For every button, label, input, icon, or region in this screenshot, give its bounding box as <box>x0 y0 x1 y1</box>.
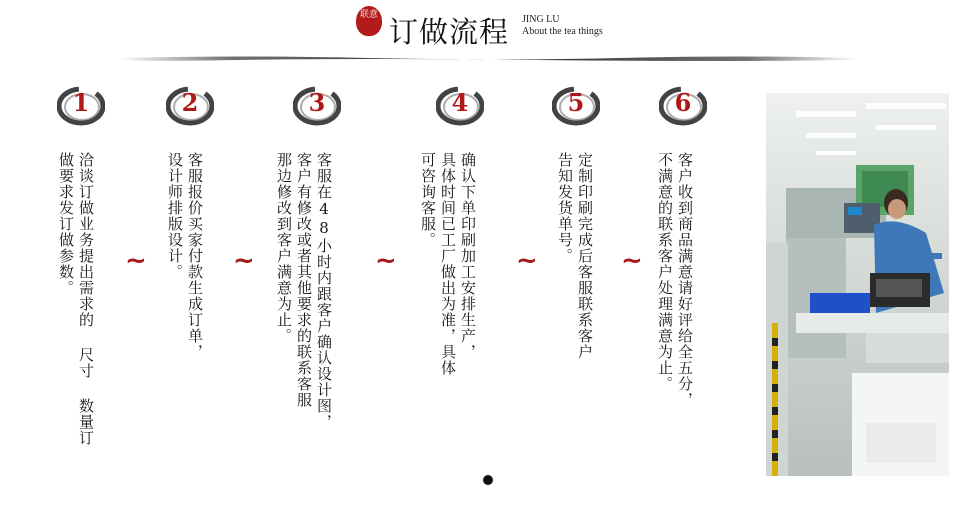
step-2-badge <box>166 84 214 128</box>
step-5-text: 定制印刷完成后客服联系客户 告知发货单号。 <box>556 152 594 360</box>
step-number: 6 <box>674 88 692 117</box>
page-title: 订做流程 <box>389 15 510 49</box>
step-1-text: 洽谈订做业务提出需求的 尺寸 数量订 做要求发订做参数。 <box>57 152 95 446</box>
step-6-text: 客户收到商品满意请好评给全五分， 不满意的联系客户处理满意为止。 <box>656 152 694 408</box>
seal-logo: 联意 <box>356 6 382 36</box>
step-5-badge <box>552 84 600 128</box>
step-6-badge <box>659 84 707 128</box>
pager-dot[interactable] <box>483 475 493 485</box>
step-3-text: 客服在48小时内跟客户确认设计图， 客户有修改或者其他要求的联系客服 那边修改到客户满意为止。 <box>275 152 333 430</box>
step-number: 3 <box>308 88 326 117</box>
step-number: 4 <box>451 88 469 117</box>
factory-worker-photo <box>766 93 949 476</box>
step-4-badge <box>436 84 484 128</box>
step-3-badge <box>293 84 341 128</box>
step-1-badge <box>57 84 105 128</box>
step-separator: ~ <box>375 246 397 276</box>
factory-scene-icon <box>766 93 949 476</box>
step-number: 2 <box>181 88 199 117</box>
brush-divider <box>118 54 858 62</box>
subtitle-line-1: JING LU <box>522 14 560 25</box>
step-4-text: 确认下单印刷加工安排生产， 具体时间已工厂做出为准，具体 可咨询客服。 <box>419 152 477 376</box>
step-separator: ~ <box>125 246 147 276</box>
step-separator: ~ <box>233 246 255 276</box>
step-separator: ~ <box>621 246 643 276</box>
step-number: 1 <box>72 88 90 117</box>
page-subtitle <box>522 14 603 38</box>
subtitle-line-2: About the tea things <box>522 26 603 37</box>
page-header <box>0 0 960 70</box>
step-number: 5 <box>567 88 585 117</box>
step-separator: ~ <box>516 246 538 276</box>
step-2-text: 客服报价买家付款生成订单， 设计师排版设计。 <box>166 152 204 360</box>
